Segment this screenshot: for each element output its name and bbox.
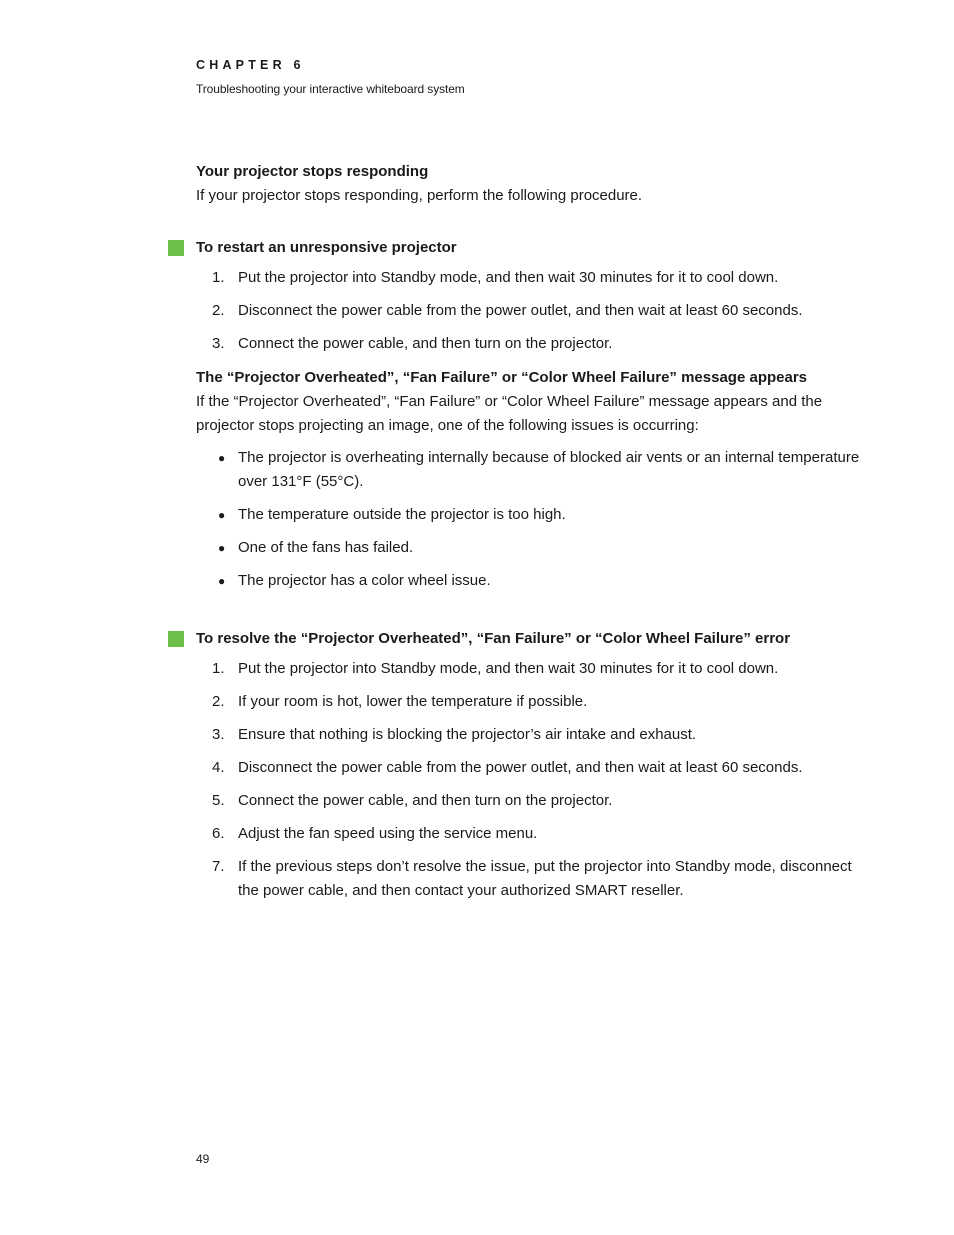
list-item: 4. Disconnect the power cable from the power outlet, and then wait at least 60 seconds. <box>212 759 803 776</box>
section-body: If your projector stops responding, perform the following procedure. <box>196 187 643 204</box>
list-item: 2. If your room is hot, lower the temperature if possible. <box>212 693 588 710</box>
procedure-heading: To restart an unresponsive projector <box>196 239 457 256</box>
list-item: 5. Connect the power cable, and then turn on the projector. <box>212 792 613 809</box>
issues-bullet-list <box>196 446 860 593</box>
section-stops-responding <box>196 162 860 208</box>
list-item: 3. Ensure that nothing is blocking the projector’s air intake and exhaust. <box>212 726 697 743</box>
list-item: 6. Adjust the fan speed using the service menu. <box>212 825 538 842</box>
list-item: 2. Disconnect the power cable from the power outlet, and then wait at least 60 seconds. <box>212 302 803 319</box>
restart-steps-list <box>196 266 860 356</box>
list-item: 1. Put the projector into Standby mode, and then wait 30 minutes for it to cool down. <box>212 660 779 677</box>
chapter-label: CHAPTER 6 <box>196 58 305 72</box>
procedure-resolve <box>196 629 860 903</box>
procedure-restart <box>196 238 860 356</box>
page-number: 49 <box>196 1152 210 1166</box>
procedure-marker-icon <box>168 240 184 256</box>
chapter-subtitle: Troubleshooting your interactive whiteboard system <box>196 82 465 96</box>
list-item: ● The projector has a color wheel issue. <box>218 572 491 589</box>
list-item: ● The projector is overheating internally because of blocked air vents or an internal temperature over 131°F (55°C). <box>218 449 860 490</box>
section-body: If the “Projector Overheated”, “Fan Failure” or “Color Wheel Failure” message appears and the projector stops projecting an image, one of the following issues is occurring: <box>196 393 823 434</box>
list-item: 7. If the previous steps don’t resolve the issue, put the projector into Standby mode, disconnect the power cable, and then contact your authorized SMART reseller. <box>212 858 852 899</box>
resolve-steps-list <box>196 657 860 903</box>
list-item: ● One of the fans has failed. <box>218 539 414 556</box>
section-overheated-message <box>196 368 860 593</box>
procedure-marker-icon <box>168 631 184 647</box>
section-heading: Your projector stops responding <box>196 163 429 180</box>
section-heading: The “Projector Overheated”, “Fan Failure” or “Color Wheel Failure” message appears <box>196 369 808 386</box>
list-item: ● The temperature outside the projector is too high. <box>218 506 566 523</box>
list-item: 1. Put the projector into Standby mode, and then wait 30 minutes for it to cool down. <box>212 269 779 286</box>
procedure-heading: To resolve the “Projector Overheated”, “Fan Failure” or “Color Wheel Failure” error <box>196 630 791 647</box>
page-content <box>196 162 860 912</box>
list-item: 3. Connect the power cable, and then turn on the projector. <box>212 335 613 352</box>
